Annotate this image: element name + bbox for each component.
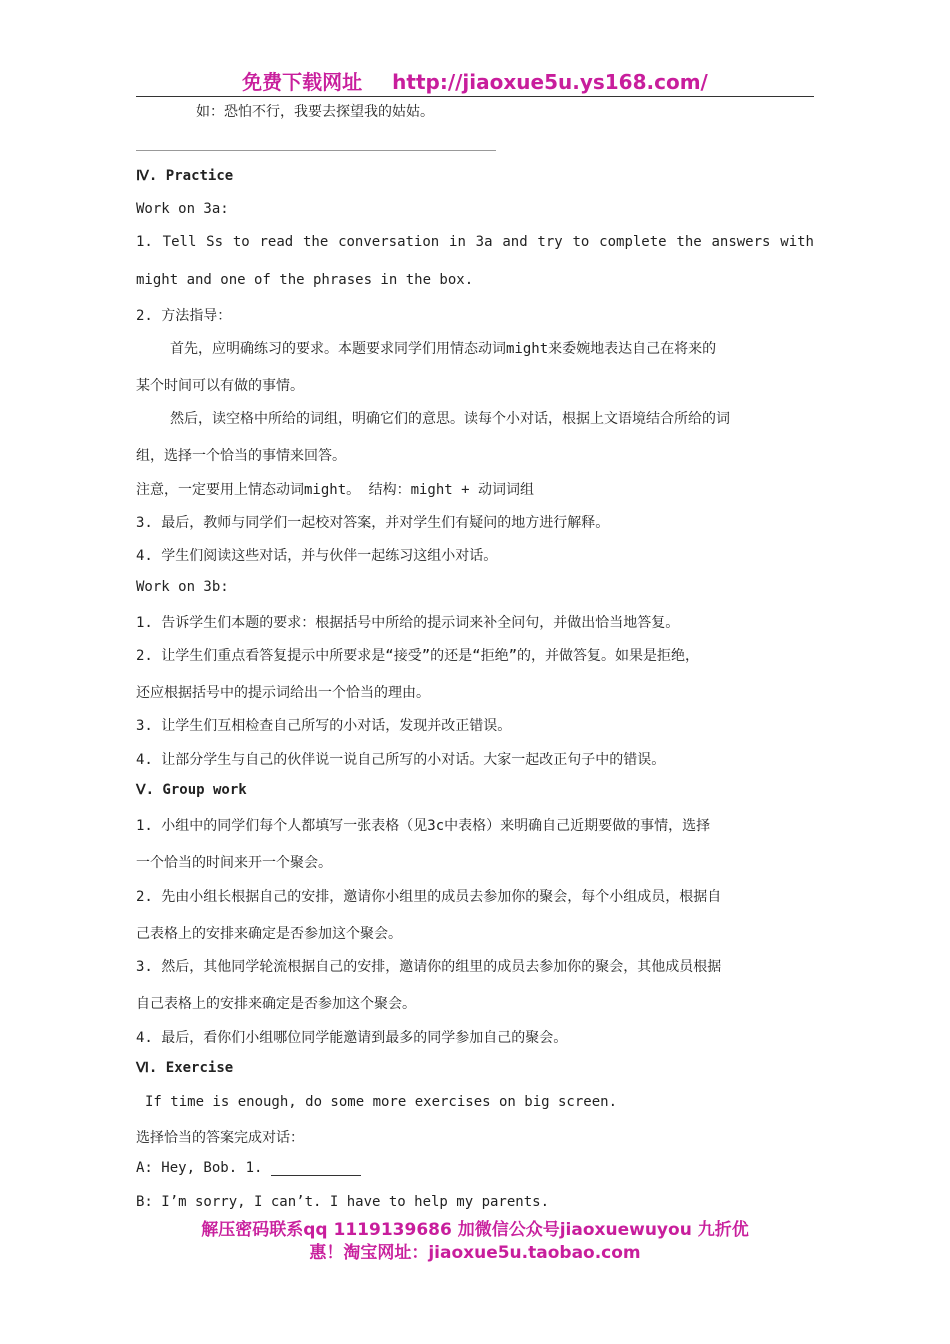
download-header [0, 66, 950, 95]
practice-step-1b: might and one of the phrases in the box. [136, 272, 474, 288]
method-then-cont: 组，选择一个恰当的事情来回答。 [136, 448, 346, 464]
answer-blank [136, 150, 496, 151]
exercise-intro: If time is enough, do some more exercises on big screen. [145, 1094, 618, 1110]
step-3b-2b: 还应根据括号中的提示词给出一个恰当的理由。 [136, 685, 430, 701]
group-step-4: 4. 最后，看你们小组哪位同学能邀请到最多的同学参加自己的聚会。 [136, 1030, 568, 1046]
footer-line-1: 解压密码联系qq 1119139686 加微信公众号jiaoxuewuyou 九折优 [201, 1220, 749, 1240]
step-3b-2a: 2. 让学生们重点看答复提示中所要求是“接受”的还是“拒绝”的，并做答复。如果是拒绝， [136, 648, 699, 664]
section-heading-group-work: Ⅴ. Group work [136, 782, 247, 798]
step-3b-4: 4. 让部分学生与自己的伙伴说一说自己所写的小对话。大家一起改正句子中的错误。 [136, 752, 666, 768]
section-heading-practice: Ⅳ. Practice [136, 168, 234, 184]
example-line: 如：恐怕不行，我要去探望我的姑姑。 [196, 104, 434, 120]
group-step-3b: 自己表格上的安排来确定是否参加这个聚会。 [136, 996, 416, 1012]
header-url[interactable]: http://jiaoxue5u.ys168.com/ [392, 70, 708, 94]
section-heading-exercise: Ⅵ. Exercise [136, 1060, 234, 1076]
promo-footer [136, 1219, 814, 1265]
group-step-3a: 3. 然后，其他同学轮流根据自己的安排，邀请你的组里的成员去参加你的聚会，其他成员根据 [136, 959, 722, 975]
header-rule [136, 96, 814, 97]
work-on-3b: Work on 3b: [136, 579, 229, 595]
exercise-instruction: 选择恰当的答案完成对话： [136, 1130, 304, 1146]
method-then: 然后，读空格中所给的词组，明确它们的意思。读每个小对话，根据上文语境结合所给的词 [170, 411, 730, 427]
group-step-1a: 1. 小组中的同学们每个人都填写一张表格（见3c中表格）来明确自己近期要做的事情，选择 [136, 818, 711, 834]
dialogue-a [136, 1160, 361, 1176]
practice-step-4: 4. 学生们阅读这些对话，并与伙伴一起练习这组小对话。 [136, 548, 498, 564]
dialogue-b: B: I’m sorry, I can’t. I have to help my parents. [136, 1194, 550, 1210]
dialogue-blank [271, 1161, 361, 1176]
work-on-3a: Work on 3a: [136, 201, 229, 217]
method-first-cont: 某个时间可以有做的事情。 [136, 378, 304, 394]
practice-step-3: 3. 最后，教师与同学们一起校对答案，并对学生们有疑问的地方进行解释。 [136, 515, 610, 531]
group-step-2a: 2. 先由小组长根据自己的安排，邀请你小组里的成员去参加你的聚会，每个小组成员，根据自 [136, 889, 722, 905]
group-step-2b: 己表格上的安排来确定是否参加这个聚会。 [136, 926, 402, 942]
header-title: 免费下载网址 [242, 70, 363, 94]
practice-step-1a: 1. Tell Ss to read the conversation in 3a and try to complete the answers with [136, 234, 814, 250]
group-step-1b: 一个恰当的时间来开一个聚会。 [136, 855, 332, 871]
step-3b-3: 3. 让学生们互相检查自己所写的小对话，发现并改正错误。 [136, 718, 512, 734]
practice-step-2: 2. 方法指导： [136, 308, 232, 324]
step-3b-1: 1. 告诉学生们本题的要求：根据括号中所给的提示词来补全问句，并做出恰当地答复。 [136, 615, 680, 631]
dialogue-a-text: A: Hey, Bob. 1. [136, 1160, 263, 1176]
note-line: 注意，一定要用上情态动词might。 结构：might + 动词词组 [136, 482, 535, 498]
method-first: 首先，应明确练习的要求。本题要求同学们用情态动词might来委婉地表达自己在将来的 [170, 341, 717, 357]
footer-line-2: 惠！淘宝网址：jiaoxue5u.taobao.com [309, 1243, 641, 1263]
